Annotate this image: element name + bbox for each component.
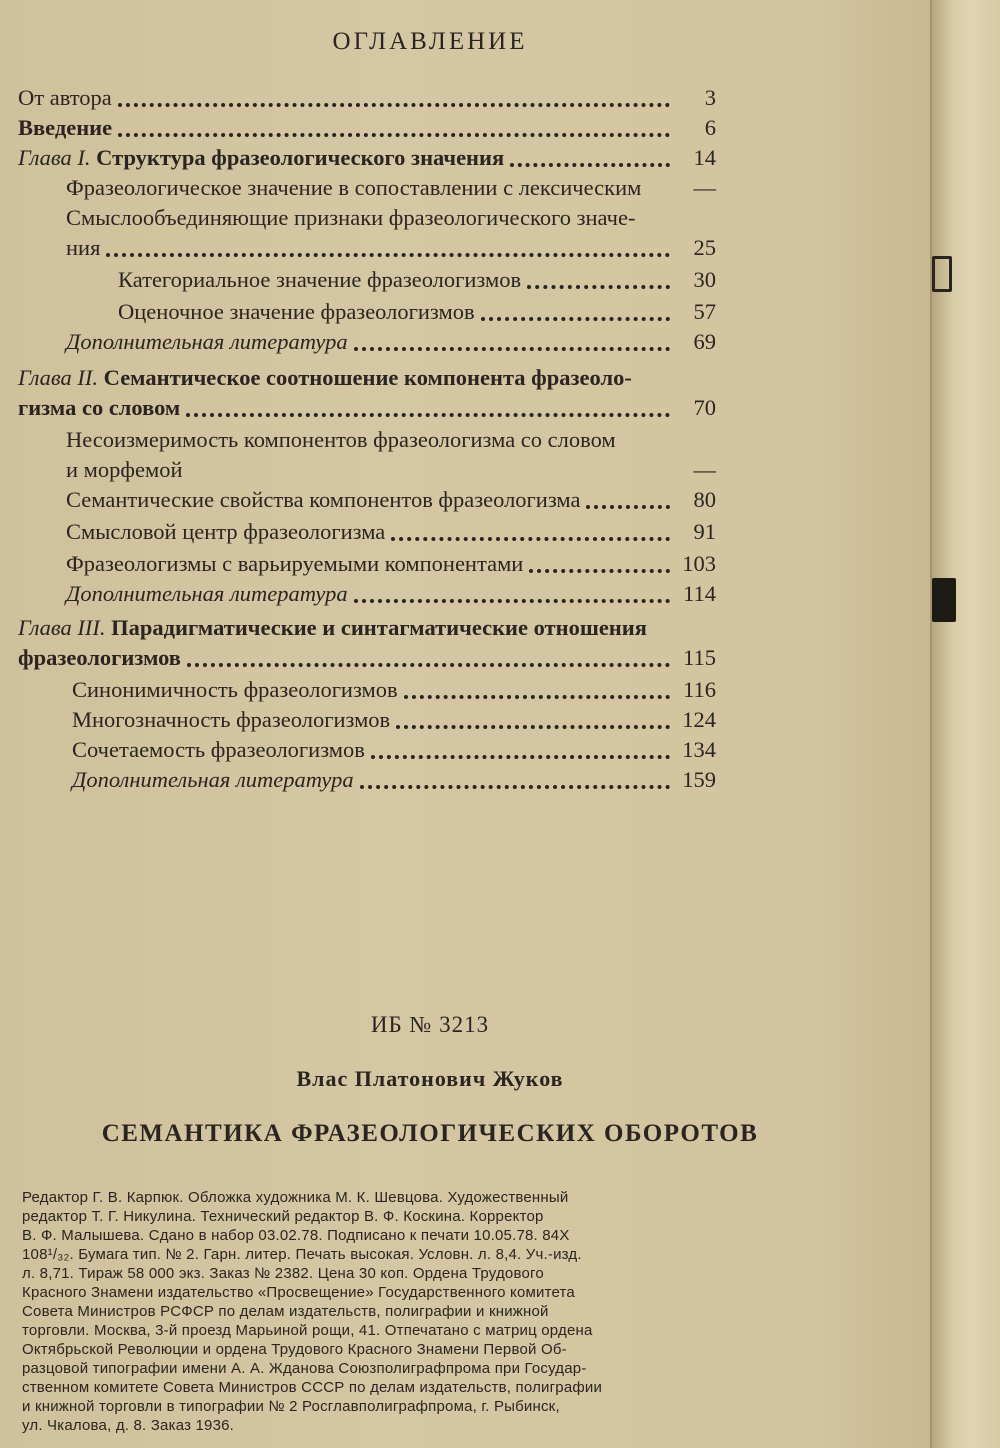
imprint-line: В. Ф. Малышева. Сдано в набор 03.02.78. Подписано к печати 10.05.78. 84Х xyxy=(22,1227,570,1244)
toc-entry[interactable]: Дополнительная литература 159 xyxy=(72,767,716,792)
imprint xyxy=(22,1188,834,1435)
imprint-line: ул. Чкалова, д. 8. Заказ 1936. xyxy=(22,1417,235,1434)
book-title: СЕМАНТИКА ФРАЗЕОЛОГИЧЕСКИХ ОБОРОТОВ xyxy=(101,1120,759,1147)
book-spine xyxy=(930,0,1000,1448)
toc-entry[interactable]: и морфемой — xyxy=(66,457,716,482)
toc-entry-chapter-3[interactable]: Глава III. Парадигматические и синтагматические отношения xyxy=(18,615,647,640)
page-marker xyxy=(932,578,956,622)
toc-entry[interactable]: Синонимичность фразеологизмов 116 xyxy=(72,677,716,702)
imprint-line: Октябрьской Революции и ордена Трудового Красного Знамени Первой Об- xyxy=(22,1341,567,1358)
imprint-line: торговли. Москва, 3-й проезд Марьиной рощи, 41. Отпечатано с матриц ордена xyxy=(22,1322,593,1339)
toc-entry[interactable]: Сочетаемость фразеологизмов 134 xyxy=(72,737,716,762)
imprint-line: разцовой типографии имени А. А. Жданова Союзполиграфпрома при Государ- xyxy=(22,1360,587,1377)
toc-entry[interactable]: Фразеологизмы с варьируемыми компонентами 103 xyxy=(66,551,716,576)
page-marker xyxy=(932,256,952,292)
toc-entry[interactable]: Категориальное значение фразеологизмов 30 xyxy=(118,267,716,292)
imprint-line: Красного Знамени издательство «Просвещение» Государственного комитета xyxy=(22,1284,575,1301)
toc-title: ОГЛАВЛЕНИЕ xyxy=(332,28,528,55)
toc-entry[interactable]: Многозначность фразеологизмов 124 xyxy=(72,707,716,732)
imprint-line: и книжной торговли в типографии № 2 Росглавполиграфпрома, г. Рыбинск, xyxy=(22,1398,560,1415)
toc-entry[interactable]: Смысловой центр фразеологизма 91 xyxy=(66,519,716,544)
toc-entry[interactable]: Введение 6 xyxy=(18,115,716,140)
imprint-line: редактор Т. Г. Никулина. Технический редактор В. Ф. Коскина. Корректор xyxy=(22,1208,544,1225)
toc-entry[interactable]: ния 25 xyxy=(66,235,716,260)
toc-entry-chapter-2[interactable]: Глава II. Семантическое соотношение компонента фразеоло- xyxy=(18,365,632,390)
toc-entry-line[interactable]: Несоизмеримость компонентов фразеологизма со словом xyxy=(66,427,616,452)
toc-entry-line[interactable]: Смыслообъединяющие признаки фразеологического значе- xyxy=(66,205,636,230)
toc-entry[interactable]: фразеологизмов 115 xyxy=(18,645,716,670)
toc-entry[interactable]: Семантические свойства компонентов фразеологизма 80 xyxy=(66,487,716,512)
imprint-line: Совета Министров РСФСР по делам издательств, полиграфии и книжной xyxy=(22,1303,549,1320)
toc-entry[interactable]: Оценочное значение фразеологизмов 57 xyxy=(118,299,716,324)
imprint-line: л. 8,71. Тираж 58 000 экз. Заказ № 2382. Цена 30 коп. Ордена Трудового xyxy=(22,1265,544,1282)
toc-entry[interactable]: От автора 3 xyxy=(18,85,716,110)
toc-entry[interactable]: Дополнительная литература 114 xyxy=(66,581,716,606)
toc-entry[interactable]: Фразеологическое значение в сопоставлении с лексическим — xyxy=(66,175,716,200)
imprint-line: Редактор Г. В. Карпюк. Обложка художника М. К. Шевцова. Художественный xyxy=(22,1189,569,1206)
author-name: Влас Платонович Жуков xyxy=(296,1066,564,1091)
ib-number: ИБ № 3213 xyxy=(370,1012,490,1037)
toc-entry-chapter-1[interactable]: Глава I. Структура фразеологического значения 14 xyxy=(18,145,716,170)
toc-entry[interactable]: Дополнительная литература 69 xyxy=(66,329,716,354)
imprint-line: ственном комитете Совета Министров СССР по делам издательств, полиграфии xyxy=(22,1379,603,1396)
toc-entry[interactable]: гизма со словом 70 xyxy=(18,395,716,420)
imprint-line: 108¹/₃₂. Бумага тип. № 2. Гарн. литер. Печать высокая. Условн. л. 8,4. Уч.-изд. xyxy=(22,1246,582,1263)
